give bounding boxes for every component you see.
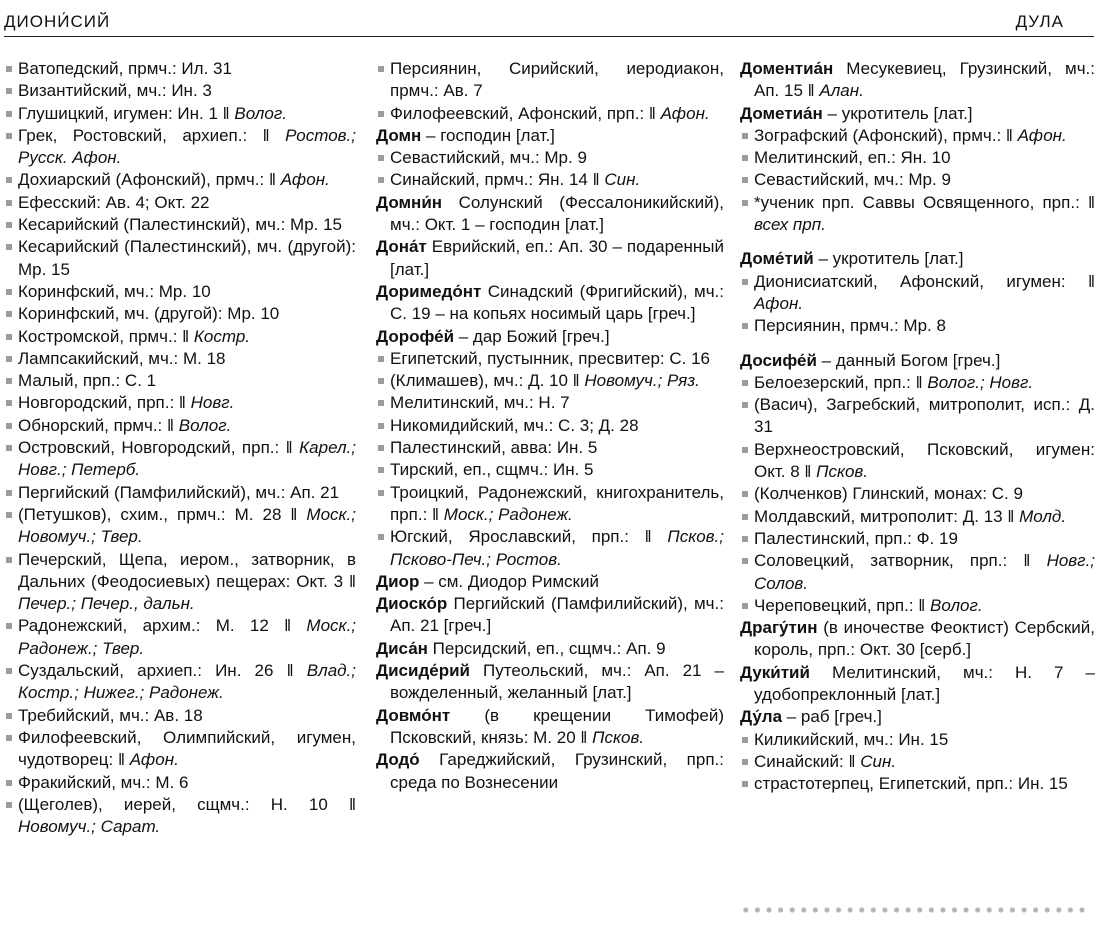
- sub-entry-text: Кесарийский (Палестинский), мч. (другой): Мр. 15: [18, 237, 356, 279]
- sub-entry-text: Череповецкий, прп.:: [754, 595, 914, 615]
- locality-separator: ‖: [628, 527, 668, 547]
- square-bullet-icon: [6, 177, 12, 183]
- square-bullet-icon: [378, 467, 384, 473]
- square-bullet-icon: [742, 491, 748, 497]
- locality-separator: ‖: [843, 751, 861, 771]
- sub-entry: [4, 192, 356, 214]
- square-bullet-icon: [6, 668, 12, 674]
- sub-entry-text: Синайский, прмч.: Ян. 14: [390, 170, 588, 190]
- sub-entry-text: Киликийский, мч.: Ин. 15: [754, 729, 949, 749]
- sub-entry-text: Севастийский, мч.: Мр. 9: [390, 148, 587, 168]
- square-bullet-icon: [742, 402, 748, 408]
- locality-reference: Новомуч.; Сарат.: [18, 817, 161, 837]
- sub-entry: [376, 348, 724, 370]
- square-bullet-icon: [6, 445, 12, 451]
- headword-definition: – укротитель [лат.]: [813, 249, 964, 269]
- sub-entry: [740, 483, 1095, 505]
- locality-separator: ‖: [913, 595, 931, 615]
- sub-entry: [4, 58, 356, 80]
- sub-entry-text: Палестинский, прп.: Ф. 19: [754, 528, 958, 548]
- square-bullet-icon: [6, 802, 12, 808]
- sub-entry: [740, 372, 1095, 394]
- square-bullet-icon: [6, 423, 12, 429]
- square-bullet-icon: [378, 177, 384, 183]
- sub-entry: [740, 595, 1095, 617]
- square-bullet-icon: [742, 558, 748, 564]
- headword-definition: – данный Богом [греч.]: [816, 350, 1001, 370]
- headword: Доме́тий: [740, 249, 814, 269]
- sub-entry-text: Фракийский, мч.: М. 6: [18, 772, 189, 792]
- headword: Дисиде́рий: [376, 661, 470, 681]
- locality-separator: ‖: [162, 415, 179, 435]
- square-bullet-icon: [378, 400, 384, 406]
- square-bullet-icon: [6, 512, 12, 518]
- sub-entry: [740, 773, 1095, 795]
- sub-entry-text: Персиянин, прмч.: Мр. 8: [754, 316, 946, 336]
- locality-reference: Афон.: [754, 293, 804, 313]
- locality-separator: ‖: [281, 504, 307, 524]
- sub-entry-text: (Щеголев), иерей, сщмч.: Н. 10: [18, 794, 328, 814]
- headword-entry: [740, 617, 1095, 662]
- headword-definition: – раб [греч.]: [782, 707, 882, 727]
- running-head-left: ДИОНИ́СИЙ: [4, 12, 111, 31]
- locality-separator: ‖: [113, 750, 130, 770]
- headword: Диса́н: [376, 638, 428, 658]
- headword: Довмо́нт: [376, 705, 451, 725]
- sub-entry: [376, 58, 724, 103]
- sub-entry-text: Византийский, мч.: Ин. 3: [18, 81, 212, 101]
- locality-separator: ‖: [1001, 125, 1018, 145]
- sub-entry-text: Коринфский, мч. (другой): Мр. 10: [18, 304, 280, 324]
- entry-gap: [740, 236, 1095, 248]
- headword-entry: [376, 125, 724, 147]
- locality-separator: ‖: [567, 371, 585, 391]
- locality-reference: Алан.: [819, 81, 864, 101]
- locality-separator: ‖: [575, 727, 593, 747]
- locality-reference: Молд.: [1019, 506, 1067, 526]
- headword-entry: [376, 660, 724, 705]
- sub-entry: [4, 125, 356, 170]
- square-bullet-icon: [6, 623, 12, 629]
- square-bullet-icon: [6, 244, 12, 250]
- locality-reference: Моск.; Радонеж.; Твер.: [18, 616, 357, 658]
- sub-entry-text: Зографский (Афонский), прмч.:: [754, 125, 1002, 145]
- headword: Домн: [376, 125, 422, 145]
- sub-entry: [4, 303, 356, 325]
- headword: Доментиа́н: [740, 59, 834, 78]
- headword-definition: – господин [лат.]: [421, 125, 555, 145]
- square-bullet-icon: [6, 200, 12, 206]
- locality-reference: Афон.: [280, 170, 330, 190]
- sub-entry-text: Островский, Новгородский, прп.:: [18, 438, 280, 458]
- headword-entry: [376, 192, 724, 237]
- square-bullet-icon: [6, 88, 12, 94]
- locality-reference: Волог.; Новг.: [927, 372, 1034, 392]
- headword-entry: [740, 350, 1095, 372]
- locality-reference: Афон.: [1017, 125, 1067, 145]
- square-bullet-icon: [378, 111, 384, 117]
- headword-definition: Месукевиец, Грузинский, мч.: Ап. 15: [754, 59, 1095, 101]
- headword-entry: [740, 706, 1095, 728]
- locality-reference: Син.: [860, 751, 897, 771]
- sub-entry-text: Севастийский, мч.: Мр. 9: [754, 170, 951, 190]
- sub-entry-text: Египетский, пустынник, пресвитер: С. 16: [390, 348, 711, 368]
- sub-entry-text: Новгородский, прп.:: [18, 393, 175, 413]
- sub-entry-text: Костромской, прмч.:: [18, 326, 178, 346]
- sub-entry: [740, 147, 1095, 169]
- sub-entry-text: Соловецкий, затворник, прп.:: [754, 551, 1008, 571]
- locality-separator: ‖: [587, 170, 605, 190]
- sub-entry: [4, 169, 356, 191]
- column-2: [376, 58, 724, 794]
- sub-entry-text: Молдавский, митрополит: Д. 13: [754, 506, 1003, 526]
- locality-separator: ‖: [327, 794, 357, 814]
- square-bullet-icon: [378, 356, 384, 362]
- square-bullet-icon: [378, 66, 384, 72]
- sub-entry: [376, 370, 724, 392]
- locality-reference: Волог.: [930, 595, 983, 615]
- sub-entry: [4, 482, 356, 504]
- square-bullet-icon: [378, 423, 384, 429]
- square-bullet-icon: [6, 400, 12, 406]
- square-bullet-icon: [6, 334, 12, 340]
- headword-entry: [376, 571, 724, 593]
- sub-entry: [740, 315, 1095, 337]
- end-dot-rule: [740, 907, 1090, 913]
- sub-entry-text: Пергийский (Памфилийский), мч.: Ап. 21: [18, 482, 340, 502]
- sub-entry-text: Грек, Ростовский, архиеп.:: [18, 125, 248, 145]
- sub-entry-text: Югский, Ярославский, прп.:: [390, 527, 629, 547]
- dictionary-columns: [4, 58, 1098, 946]
- sub-entry: [376, 526, 724, 571]
- sub-entry-text: Малый, прп.: С. 1: [18, 371, 157, 391]
- sub-entry-text: Суздальский, архиеп.: Ин. 26: [18, 661, 274, 681]
- sub-entry: [376, 415, 724, 437]
- headword-definition: – дар Божий [греч.]: [454, 326, 610, 346]
- square-bullet-icon: [378, 378, 384, 384]
- sub-entry-text: Ефесский: Ав. 4; Окт. 22: [18, 192, 210, 212]
- sub-entry: [4, 437, 356, 482]
- headword-definition: Персидский, еп., сщмч.: Ап. 9: [427, 638, 666, 658]
- locality-separator: ‖: [427, 504, 444, 524]
- sub-entry: [376, 437, 724, 459]
- sub-entry-text: Обнорский, прмч.:: [18, 415, 163, 435]
- locality-reference: всех прп.: [754, 215, 826, 235]
- sub-entry: [740, 192, 1095, 237]
- sub-entry-text: Тирский, еп., сщмч.: Ин. 5: [390, 460, 594, 480]
- sub-entry: [4, 705, 356, 727]
- locality-separator: ‖: [799, 462, 817, 482]
- sub-entry-text: Коринфский, мч.: Мр. 10: [18, 281, 211, 301]
- locality-reference: Афон.: [660, 103, 710, 123]
- sub-entry-text: Палестинский, авва: Ин. 5: [390, 438, 598, 458]
- locality-reference: Ростов.; Русск. Афон.: [18, 125, 356, 168]
- locality-separator: ‖: [644, 103, 661, 123]
- headword-definition: – см. Диодор Римский: [419, 571, 599, 591]
- headword: Диор: [376, 571, 420, 591]
- headword-definition: (в крещении Тимофей) Псковский, князь: М. 20: [390, 705, 724, 747]
- sub-entry-text: Белоезерский, прп.:: [754, 372, 911, 392]
- sub-entry: [740, 729, 1095, 751]
- sub-entry: [4, 549, 356, 616]
- sub-entry: [376, 482, 724, 527]
- locality-separator: ‖: [247, 125, 286, 145]
- locality-separator: ‖: [802, 81, 820, 101]
- running-head-right: ДУЛА: [1015, 12, 1064, 31]
- locality-separator: ‖: [1007, 551, 1047, 571]
- headword-entry: [376, 593, 724, 638]
- headword: Додо́: [376, 750, 420, 770]
- headword: Ду́ла: [740, 707, 783, 727]
- headword-entry: [740, 58, 1095, 103]
- locality-reference: Костр.: [193, 326, 251, 346]
- sub-entry-text: Синайский:: [754, 751, 844, 771]
- entry-gap: [740, 338, 1095, 350]
- headword-entry: [740, 103, 1095, 125]
- locality-reference: Псков.; Псково-Печ.; Ростов.: [390, 527, 724, 569]
- square-bullet-icon: [742, 279, 748, 285]
- square-bullet-icon: [6, 289, 12, 295]
- locality-separator: ‖: [264, 170, 281, 190]
- locality-reference: Новг.; Солов.: [754, 551, 1096, 593]
- sub-entry-text: Мелитинский, еп.: Ян. 10: [754, 148, 951, 168]
- headword-definition: Еврийский, еп.: Ап. 30 – подаренный [лат.]: [390, 237, 724, 279]
- square-bullet-icon: [742, 514, 748, 520]
- square-bullet-icon: [6, 735, 12, 741]
- headword-entry: [740, 248, 1095, 270]
- sub-entry: [740, 125, 1095, 147]
- sub-entry-text: (Васич), Загребский, митрополит, исп.: Д. 31: [754, 395, 1095, 437]
- square-bullet-icon: [742, 447, 748, 453]
- headword: Диоско́р: [376, 594, 448, 614]
- headword: Драгу́тин: [740, 618, 818, 638]
- locality-separator: ‖: [343, 571, 357, 591]
- square-bullet-icon: [378, 490, 384, 496]
- square-bullet-icon: [742, 380, 748, 386]
- square-bullet-icon: [6, 222, 12, 228]
- square-bullet-icon: [378, 155, 384, 161]
- locality-reference: Новг.: [190, 393, 235, 413]
- locality-reference: Псков.: [816, 462, 869, 482]
- sub-entry-text: Радонежский, архим.: М. 12: [18, 616, 269, 636]
- sub-entry: [740, 169, 1095, 191]
- sub-entry-text: *ученик прп. Саввы Освященного, прп.:: [754, 192, 1080, 212]
- sub-entry: [740, 751, 1095, 773]
- square-bullet-icon: [742, 323, 748, 329]
- sub-entry-text: Печерский, Щепа, иером., затворник, в Дальних (Феодосиевых) пещерах: Окт. 3: [18, 549, 356, 591]
- headword: Досифе́й: [740, 350, 817, 370]
- square-bullet-icon: [742, 133, 748, 139]
- sub-entry: [4, 326, 356, 348]
- sub-entry-text: Требийский, мч.: Ав. 18: [18, 705, 203, 725]
- sub-entry: [376, 459, 724, 481]
- sub-entry: [4, 370, 356, 392]
- headword: Дуки́тий: [740, 662, 810, 682]
- locality-separator: ‖: [268, 616, 307, 636]
- sub-entry-text: Мелитинский, мч.: Н. 7: [390, 393, 570, 413]
- square-bullet-icon: [742, 200, 748, 206]
- square-bullet-icon: [742, 155, 748, 161]
- sub-entry: [376, 392, 724, 414]
- headword-definition: Мелитинский, мч.: Н. 7 – удобопреклонный [лат.]: [754, 662, 1095, 705]
- locality-separator: ‖: [1065, 271, 1095, 291]
- square-bullet-icon: [6, 557, 12, 563]
- locality-reference: Син.: [604, 170, 641, 190]
- locality-separator: ‖: [910, 372, 928, 392]
- locality-reference: Карел.; Новг.; Петерб.: [18, 438, 356, 480]
- locality-separator: ‖: [279, 438, 300, 458]
- sub-entry-text: (Климашев), мч.: Д. 10: [390, 371, 568, 391]
- locality-reference: Афон.: [129, 750, 179, 770]
- headword-definition: Солунский (Фессалоникийский), мч.: Окт. 1 – господин [лат.]: [390, 192, 724, 235]
- sub-entry: [4, 214, 356, 236]
- sub-entry: [4, 727, 356, 772]
- square-bullet-icon: [6, 111, 12, 117]
- square-bullet-icon: [742, 603, 748, 609]
- locality-reference: Моск.; Радонеж.: [443, 504, 573, 524]
- locality-reference: Новомуч.; Ряз.: [584, 371, 700, 391]
- sub-entry-text: Лампсакийский, мч.: М. 18: [18, 348, 226, 368]
- sub-entry: [4, 794, 356, 839]
- locality-reference: Волог.: [234, 103, 287, 123]
- sub-entry: [740, 506, 1095, 528]
- sub-entry: [4, 392, 356, 414]
- sub-entry: [376, 147, 724, 169]
- locality-reference: Псков.: [592, 727, 645, 747]
- headword-entry: [376, 638, 724, 660]
- sub-entry-text: Ватопедский, прмч.: Ил. 31: [18, 59, 232, 78]
- headword-entry: [376, 705, 724, 750]
- sub-entry: [740, 439, 1095, 484]
- square-bullet-icon: [6, 780, 12, 786]
- sub-entry-text: (Петушков), схим., прмч.: М. 28: [18, 504, 282, 524]
- locality-separator: ‖: [1079, 192, 1095, 212]
- sub-entry-text: Троицкий, Радонежский, книгохранитель, прп.:: [390, 482, 724, 524]
- locality-separator: ‖: [1002, 506, 1020, 526]
- locality-reference: Влад.; Костр.; Нижег.; Радонеж.: [18, 661, 356, 703]
- sub-entry: [4, 660, 356, 705]
- square-bullet-icon: [6, 713, 12, 719]
- sub-entry: [4, 348, 356, 370]
- square-bullet-icon: [742, 781, 748, 787]
- square-bullet-icon: [378, 534, 384, 540]
- locality-separator: ‖: [174, 393, 191, 413]
- sub-entry: [740, 394, 1095, 439]
- sub-entry-text: Филофеевский, Афонский, прп.:: [390, 103, 645, 123]
- sub-entry-text: Дионисиатский, Афонский, игумен:: [754, 271, 1066, 291]
- headword-definition: (в иночестве Феоктист) Сербский, король, прп.: Окт. 30 [серб.]: [754, 618, 1095, 660]
- headword: Доримедо́нт: [376, 281, 482, 301]
- sub-entry-text: Глушицкий, игумен: Ин. 1: [18, 103, 218, 123]
- locality-reference: Моск.; Новомуч.; Твер.: [18, 504, 356, 547]
- square-bullet-icon: [742, 536, 748, 542]
- sub-entry-text: Персиянин, Сирийский, иеродиакон, прмч.: Ав. 7: [390, 59, 724, 101]
- square-bullet-icon: [742, 177, 748, 183]
- headword: Домни́н: [376, 192, 443, 212]
- column-3: [740, 58, 1095, 796]
- square-bullet-icon: [6, 66, 12, 72]
- square-bullet-icon: [6, 378, 12, 384]
- sub-entry: [4, 415, 356, 437]
- square-bullet-icon: [6, 133, 12, 139]
- sub-entry-text: страстотерпец, Египетский, прп.: Ин. 15: [754, 774, 1068, 794]
- column-1: [4, 58, 356, 838]
- sub-entry: [4, 504, 356, 549]
- sub-entry-text: Дохиарский (Афонский), прмч.:: [18, 170, 265, 190]
- headword-definition: – укротитель [лат.]: [822, 103, 973, 123]
- headword-definition: Синадский (Фригийский), мч.: С. 19 – на копьях носимый царь [греч.]: [390, 281, 724, 324]
- sub-entry: [4, 281, 356, 303]
- locality-reference: Печер.; Печер., дальн.: [18, 594, 195, 614]
- sub-entry: [4, 103, 356, 125]
- sub-entry-text: Кесарийский (Палестинский), мч.: Мр. 15: [18, 215, 343, 235]
- locality-separator: ‖: [177, 326, 194, 346]
- sub-entry-text: Верхнеостровский, Псковский, игумен: Окт. 8: [754, 439, 1095, 482]
- locality-reference: Волог.: [178, 415, 232, 435]
- square-bullet-icon: [742, 737, 748, 743]
- headword-definition: Пергийский (Памфилийский), мч.: Ап. 21 [греч.]: [390, 594, 724, 636]
- sub-entry-text: Никомидийский, мч.: С. 3; Д. 28: [390, 415, 639, 435]
- headword: Дона́т: [376, 237, 427, 257]
- sub-entry: [740, 271, 1095, 316]
- sub-entry-text: (Колченков) Глинский, монах: С. 9: [754, 484, 1023, 504]
- locality-separator: ‖: [273, 661, 307, 681]
- square-bullet-icon: [6, 490, 12, 496]
- sub-entry-text: Филофеевский, Олимпийский, игумен, чудотворец:: [18, 727, 356, 770]
- sub-entry: [376, 103, 724, 125]
- sub-entry: [740, 528, 1095, 550]
- headword-entry: [740, 662, 1095, 707]
- headword-definition: Путеольский, мч.: Ап. 21 – вожделенный, желанный [лат.]: [390, 661, 724, 703]
- headword-entry: [376, 326, 724, 348]
- sub-entry: [376, 169, 724, 191]
- square-bullet-icon: [6, 356, 12, 362]
- sub-entry: [4, 615, 356, 660]
- square-bullet-icon: [742, 759, 748, 765]
- headword-definition: Гареджийский, Грузинский, прп.: среда по Вознесении: [390, 750, 724, 792]
- headword: Дорофе́й: [376, 326, 455, 346]
- square-bullet-icon: [378, 445, 384, 451]
- headword-entry: [376, 236, 724, 281]
- headword: Дометиа́н: [740, 103, 823, 123]
- page-header: [4, 10, 1094, 37]
- sub-entry: [740, 550, 1095, 595]
- headword-entry: [376, 281, 724, 326]
- sub-entry: [4, 772, 356, 794]
- square-bullet-icon: [6, 311, 12, 317]
- locality-separator: ‖: [217, 103, 235, 123]
- sub-entry: [4, 80, 356, 102]
- headword-entry: [376, 749, 724, 794]
- sub-entry: [4, 236, 356, 281]
